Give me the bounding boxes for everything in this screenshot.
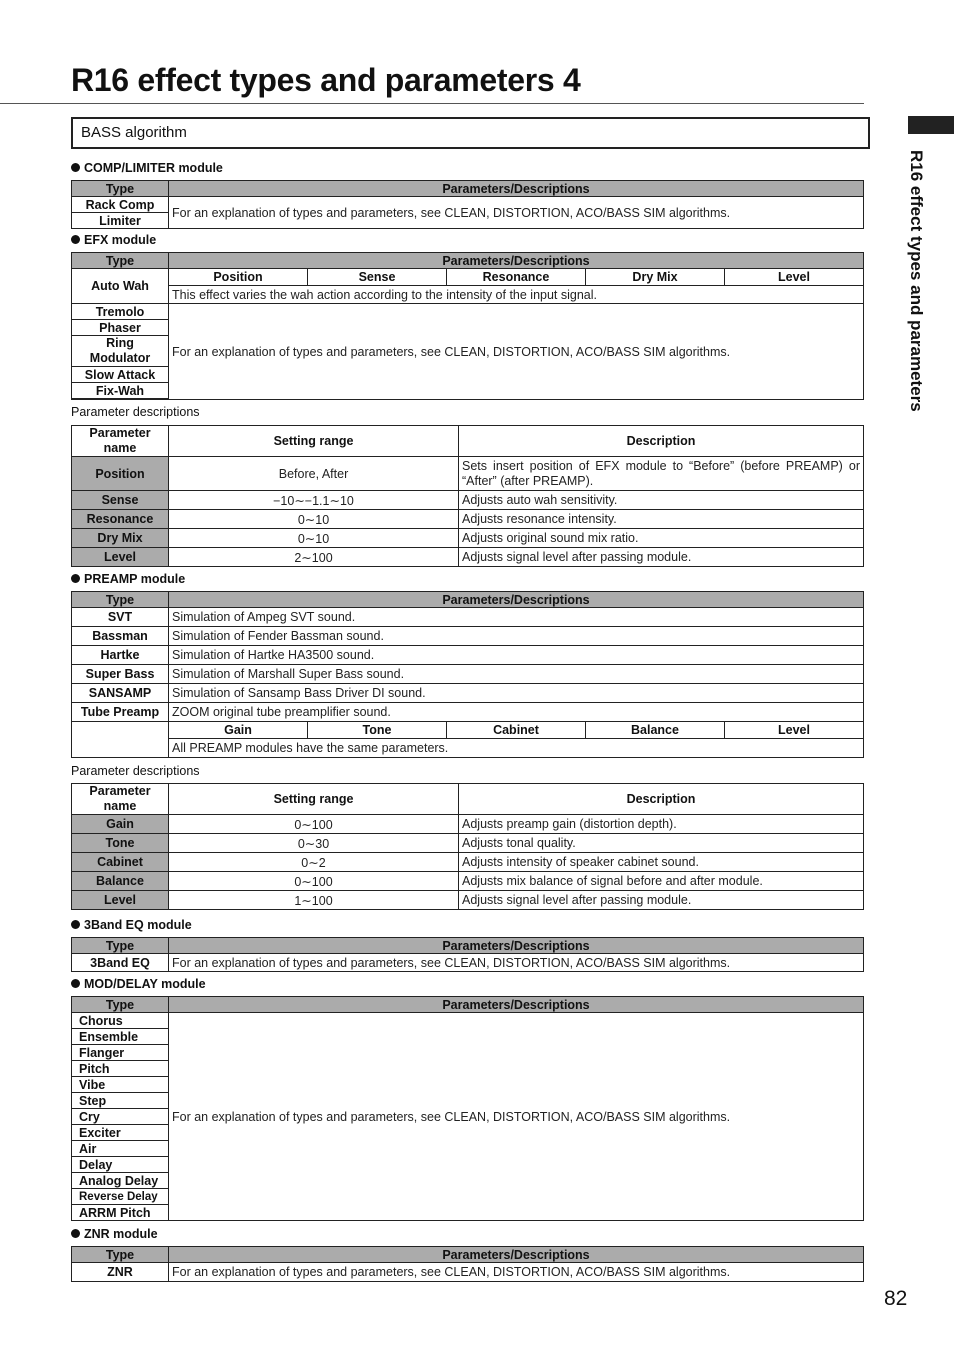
type-cell: ZNR: [72, 1263, 169, 1282]
type-header: Type: [72, 1247, 169, 1263]
params-header: Parameters/Descriptions: [169, 181, 864, 197]
table-row: [72, 684, 864, 703]
type-header: Type: [72, 181, 169, 197]
section-tab-marker: [908, 116, 954, 134]
param-cell: Dry Mix: [586, 269, 725, 286]
desc-cell: Adjusts signal level after passing module.: [459, 891, 864, 910]
type-cell: Tube Preamp: [72, 703, 169, 722]
side-label: [906, 150, 932, 450]
type-cell: Step: [72, 1093, 169, 1109]
param-cell: Level: [725, 722, 864, 739]
type-cell: Chorus: [72, 1013, 169, 1029]
param-cell: Gain: [169, 722, 308, 739]
desc-cell: Simulation of Fender Bassman sound.: [169, 627, 864, 646]
type-cell: Ring Modulator: [72, 336, 169, 367]
type-cell: Hartke: [72, 646, 169, 665]
table-row: [72, 510, 864, 529]
type-cell: Limiter: [72, 213, 169, 229]
type-cell: Vibe: [72, 1077, 169, 1093]
param-cell: Position: [169, 269, 308, 286]
desc-cell: Adjusts preamp gain (distortion depth).: [459, 815, 864, 834]
znr-table: [71, 1246, 864, 1282]
bullet-icon: [71, 163, 80, 172]
type-cell: ARRM Pitch: [72, 1205, 169, 1221]
table-row: [72, 269, 864, 286]
mod-table: [71, 996, 864, 1221]
type-header: Type: [72, 253, 169, 269]
znr-module-label: ZNR module: [84, 1227, 158, 1241]
range-cell: 1∼100: [169, 891, 459, 910]
desc-cell: All PREAMP modules have the same parameters.: [169, 739, 864, 758]
title-rule: [0, 103, 864, 104]
type-cell: Tremolo: [72, 304, 169, 320]
type-cell: Delay: [72, 1157, 169, 1173]
comp-module-heading: [71, 161, 223, 175]
param-name-cell: Dry Mix: [72, 529, 169, 548]
spacer-cell: [72, 399, 169, 400]
type-cell: Reverse Delay: [72, 1189, 169, 1205]
efx-param-table: [71, 425, 864, 567]
range-cell: Before, After: [169, 457, 459, 491]
see-text-cell: For an explanation of types and parameters, see CLEAN, DISTORTION, ACO/BASS SIM algorithms.: [169, 1263, 864, 1282]
table-header-row: [72, 426, 864, 457]
range-cell: −10∼−1.1∼10: [169, 491, 459, 510]
table-row: [72, 1013, 864, 1029]
mod-module-heading: [71, 977, 206, 991]
param-cell: Cabinet: [447, 722, 586, 739]
bullet-icon: [71, 979, 80, 988]
type-cell: Flanger: [72, 1045, 169, 1061]
see-text-cell: For an explanation of types and parameters, see CLEAN, DISTORTION, ACO/BASS SIM algorithms.: [169, 304, 864, 400]
desc-cell: Adjusts intensity of speaker cabinet sound.: [459, 853, 864, 872]
side-label-text: R16 effect types and parameters: [907, 150, 926, 412]
type-cell: Air: [72, 1141, 169, 1157]
table-header-row: [72, 938, 864, 954]
range-cell: 0∼2: [169, 853, 459, 872]
znr-module-heading: [71, 1227, 158, 1241]
type-cell: Pitch: [72, 1061, 169, 1077]
see-text-cell: For an explanation of types and parameters, see CLEAN, DISTORTION, ACO/BASS SIM algorithms.: [169, 954, 864, 972]
table-row: [72, 608, 864, 627]
page-number: 82: [884, 1287, 908, 1310]
parameter-name-header: Parameter name: [72, 426, 169, 457]
eq-table: [71, 937, 864, 972]
efx-param-desc-label: Parameter descriptions: [71, 405, 200, 419]
table-row: [72, 627, 864, 646]
type-cell: Rack Comp: [72, 197, 169, 213]
table-row: [72, 954, 864, 972]
algorithm-heading: BASS algorithm: [71, 117, 870, 149]
description-header: Description: [459, 426, 864, 457]
table-row: [72, 722, 864, 739]
param-name-cell: Tone: [72, 834, 169, 853]
table-row: [72, 529, 864, 548]
desc-cell: This effect varies the wah action according to the intensity of the input signal.: [169, 286, 864, 304]
table-header-row: [72, 592, 864, 608]
efx-module-heading: [71, 233, 156, 247]
param-name-cell: Balance: [72, 872, 169, 891]
range-cell: 2∼100: [169, 548, 459, 567]
range-cell: 0∼100: [169, 872, 459, 891]
param-cell: Balance: [586, 722, 725, 739]
type-cell: Fix-Wah: [72, 383, 169, 399]
param-cell: Level: [725, 269, 864, 286]
param-name-cell: Cabinet: [72, 853, 169, 872]
type-cell: Bassman: [72, 627, 169, 646]
range-cell: 0∼30: [169, 834, 459, 853]
desc-cell: Sets insert position of EFX module to “Before” (before PREAMP) or “After” (after PREAMP).: [459, 457, 864, 491]
table-header-row: [72, 997, 864, 1013]
table-header-row: [72, 784, 864, 815]
type-cell: Cry: [72, 1109, 169, 1125]
desc-cell: Simulation of Sansamp Bass Driver DI sound.: [169, 684, 864, 703]
params-header: Parameters/Descriptions: [169, 253, 864, 269]
params-header: Parameters/Descriptions: [169, 997, 864, 1013]
param-cell: Resonance: [447, 269, 586, 286]
param-cell: Sense: [308, 269, 447, 286]
comp-module-label: COMP/LIMITER module: [84, 161, 223, 175]
param-name-cell: Resonance: [72, 510, 169, 529]
table-row: [72, 646, 864, 665]
setting-range-header: Setting range: [169, 784, 459, 815]
range-cell: 0∼100: [169, 815, 459, 834]
eq-module-label: 3Band EQ module: [84, 918, 192, 932]
type-cell: SANSAMP: [72, 684, 169, 703]
table-row: [72, 815, 864, 834]
preamp-param-desc-label: Parameter descriptions: [71, 764, 200, 778]
efx-table: [71, 252, 864, 400]
desc-cell: Simulation of Hartke HA3500 sound.: [169, 646, 864, 665]
table-row: [72, 834, 864, 853]
table-row: [72, 491, 864, 510]
see-text-cell: For an explanation of types and parameters, see CLEAN, DISTORTION, ACO/BASS SIM algorithms.: [169, 1013, 864, 1221]
table-header-row: [72, 1247, 864, 1263]
table-row: [72, 853, 864, 872]
description-header: Description: [459, 784, 864, 815]
parameter-name-header: Parameter name: [72, 784, 169, 815]
see-text-cell: For an explanation of types and parameters, see CLEAN, DISTORTION, ACO/BASS SIM algorithms.: [169, 197, 864, 229]
desc-cell: Simulation of Ampeg SVT sound.: [169, 608, 864, 627]
param-name-cell: Gain: [72, 815, 169, 834]
table-row: [72, 703, 864, 722]
params-header: Parameters/Descriptions: [169, 592, 864, 608]
table-row: [72, 548, 864, 567]
range-cell: 0∼10: [169, 510, 459, 529]
type-cell: Phaser: [72, 320, 169, 336]
table-header-row: [72, 253, 864, 269]
type-header: Type: [72, 997, 169, 1013]
desc-cell: ZOOM original tube preamplifier sound.: [169, 703, 864, 722]
param-name-cell: Position: [72, 457, 169, 491]
param-cell: Tone: [308, 722, 447, 739]
bullet-icon: [71, 1229, 80, 1238]
table-row: [72, 891, 864, 910]
table-header-row: [72, 181, 864, 197]
params-header: Parameters/Descriptions: [169, 1247, 864, 1263]
bullet-icon: [71, 235, 80, 244]
efx-module-label: EFX module: [84, 233, 157, 247]
preamp-param-table: [71, 783, 864, 910]
table-row: [72, 1263, 864, 1282]
type-cell: SVT: [72, 608, 169, 627]
type-cell: Super Bass: [72, 665, 169, 684]
bullet-icon: [71, 574, 80, 583]
desc-cell: Adjusts resonance intensity.: [459, 510, 864, 529]
param-name-cell: Level: [72, 548, 169, 567]
eq-module-heading: [71, 918, 192, 932]
type-header: Type: [72, 592, 169, 608]
table-row: [72, 286, 864, 304]
type-cell: Exciter: [72, 1125, 169, 1141]
table-row: [72, 739, 864, 758]
type-cell: Slow Attack: [72, 367, 169, 383]
type-header: Type: [72, 938, 169, 954]
page-title: R16 effect types and parameters 4: [71, 62, 581, 98]
type-cell: Analog Delay: [72, 1173, 169, 1189]
preamp-module-heading: [71, 572, 185, 586]
mod-module-label: MOD/DELAY module: [84, 977, 206, 991]
type-cell: Ensemble: [72, 1029, 169, 1045]
desc-cell: Simulation of Marshall Super Bass sound.: [169, 665, 864, 684]
table-row: [72, 665, 864, 684]
desc-cell: Adjusts tonal quality.: [459, 834, 864, 853]
table-row: [72, 457, 864, 491]
desc-cell: Adjusts signal level after passing module.: [459, 548, 864, 567]
setting-range-header: Setting range: [169, 426, 459, 457]
table-row: [72, 197, 864, 213]
table-row: [72, 872, 864, 891]
param-name-cell: Sense: [72, 491, 169, 510]
preamp-module-label: PREAMP module: [84, 572, 186, 586]
range-cell: 0∼10: [169, 529, 459, 548]
param-name-cell: Level: [72, 891, 169, 910]
desc-cell: Adjusts original sound mix ratio.: [459, 529, 864, 548]
bullet-icon: [71, 920, 80, 929]
preamp-table: [71, 591, 864, 758]
desc-cell: Adjusts mix balance of signal before and after module.: [459, 872, 864, 891]
empty-type-cell: [72, 722, 169, 758]
type-cell: Auto Wah: [72, 269, 169, 304]
comp-table: [71, 180, 864, 229]
table-row: [72, 304, 864, 320]
desc-cell: Adjusts auto wah sensitivity.: [459, 491, 864, 510]
params-header: Parameters/Descriptions: [169, 938, 864, 954]
type-cell: 3Band EQ: [72, 954, 169, 972]
